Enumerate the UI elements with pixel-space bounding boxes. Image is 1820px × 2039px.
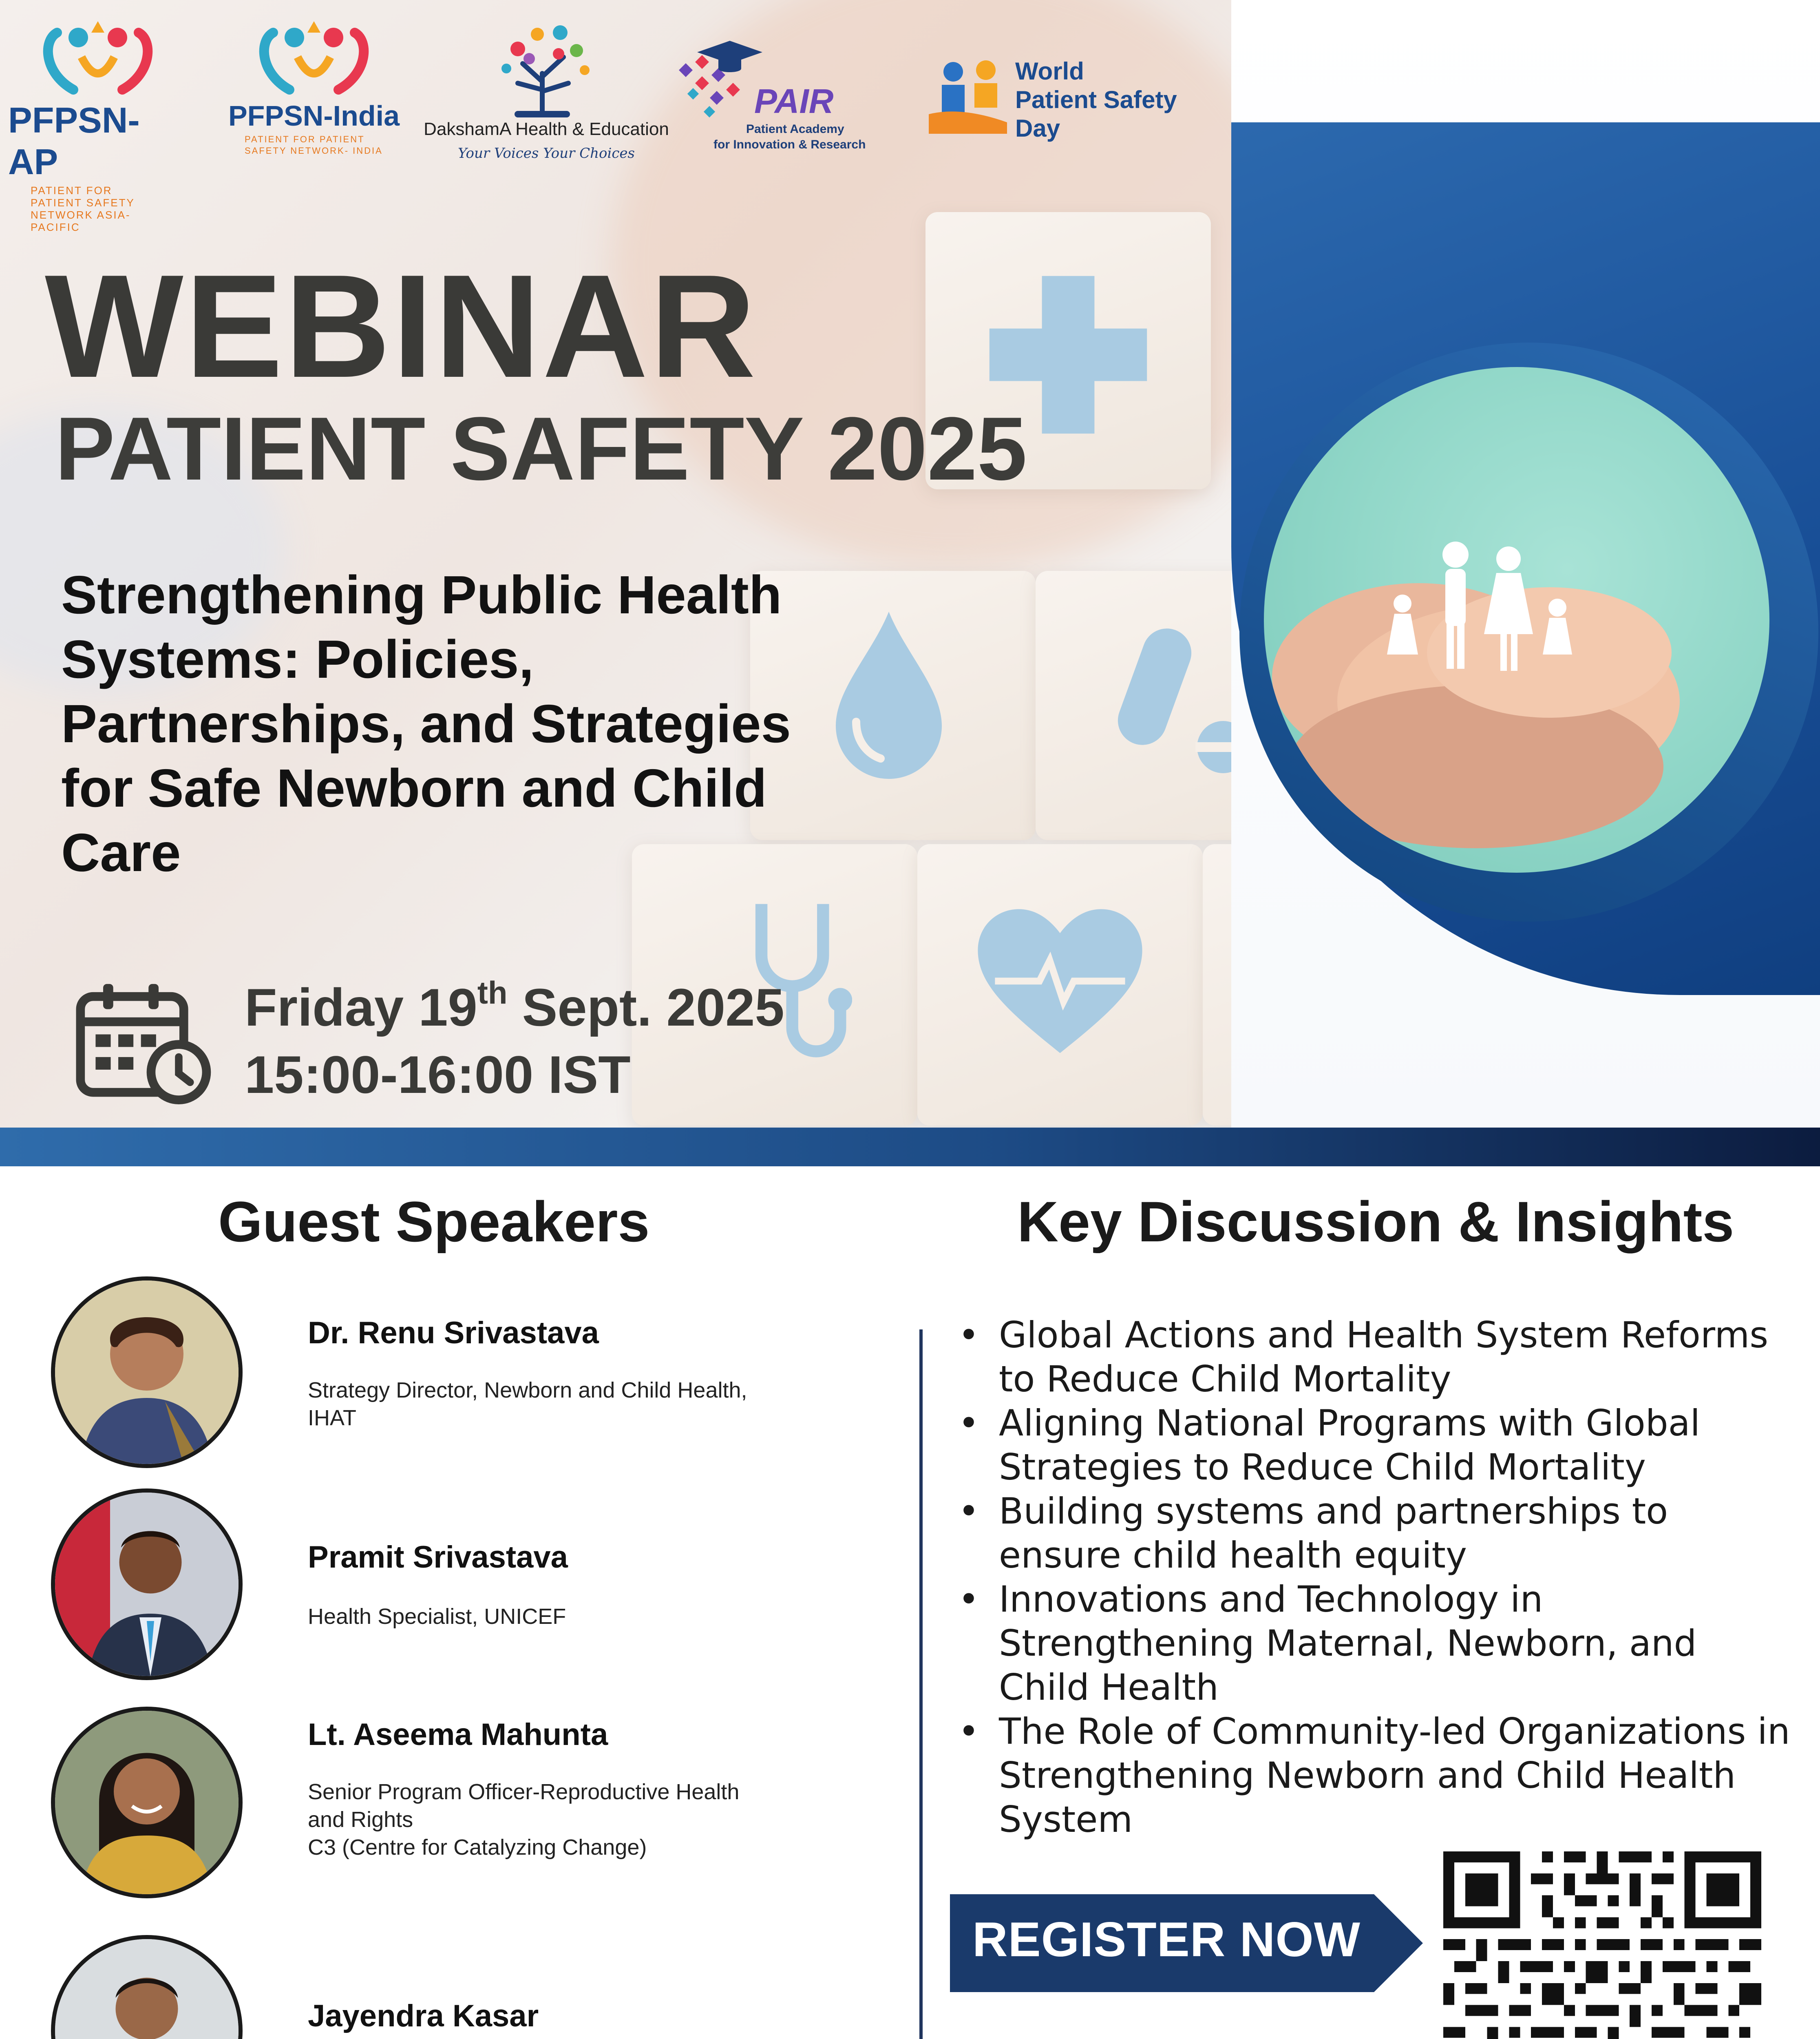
speaker-photo-pramit — [51, 1488, 243, 1680]
speaker-role — [308, 1603, 838, 1630]
logo-world-patient-safety-day — [925, 53, 1219, 147]
speaker-photo-renu — [51, 1276, 243, 1468]
speaker-role-line: Senior Program Officer-Reproductive Health — [308, 1780, 740, 1804]
column-divider — [919, 1329, 923, 2039]
speaker-name: Jayendra Kasar — [308, 1999, 539, 2033]
wpsd-people-icon — [925, 57, 1011, 139]
pair-tagline-1: Patient Academy — [746, 122, 844, 136]
insight-item: • Global Actions and Health System Reforms to Reduce Child Mortality — [946, 1313, 1794, 1401]
webinar-title: WEBINAR — [45, 244, 758, 408]
pfpsn-india-name: PFPSN-India — [228, 100, 400, 132]
wpsd-line-2: Patient Safety — [1015, 86, 1177, 113]
pfpsn-ap-mark-icon — [24, 16, 171, 102]
theme-line: Partnerships, and Strategies — [61, 694, 791, 754]
event-date — [245, 975, 784, 1037]
dakshama-tagline: Your Voices Your Choices — [458, 145, 635, 161]
hands-family-photo — [1264, 367, 1769, 873]
insight-item: • Aligning National Programs with Global Strategies to Reduce Child Mortality — [946, 1401, 1794, 1489]
logo-pair — [673, 33, 901, 151]
register-now-button[interactable] — [950, 1894, 1423, 1992]
date-day: Friday 19 — [245, 977, 477, 1037]
date-rest: Sept. 2025 — [507, 977, 784, 1037]
theme-line: Strengthening Public Health — [61, 565, 782, 625]
dakshama-name: DakshamA Health & Education — [424, 119, 669, 139]
speakers-heading: Guest Speakers — [218, 1190, 650, 1254]
speaker-name: Pramit Srivastava — [308, 1540, 568, 1575]
speaker-role — [308, 1376, 838, 1432]
logo-pfpsn-ap — [8, 16, 188, 233]
register-now-label: REGISTER NOW — [972, 1912, 1361, 1967]
theme-line: Systems: Policies, — [61, 629, 534, 689]
insights-heading: Key Discussion & Insights — [1017, 1190, 1734, 1254]
pair-name: PAIR — [754, 82, 834, 120]
dakshama-tree-icon — [493, 16, 599, 118]
event-time: 15:00-16:00 IST — [245, 1045, 631, 1104]
wpsd-line-3: Day — [1015, 115, 1060, 142]
pair-tagline-2: for Innovation & Research — [713, 138, 866, 151]
speaker-name: Lt. Aseema Mahunta — [308, 1717, 608, 1752]
pfpsn-india-tagline: PATIENT FOR PATIENT SAFETY NETWORK- INDIA — [245, 134, 383, 156]
calendar-clock-icon — [75, 979, 214, 1107]
divider-band-top — [0, 1128, 1820, 1166]
logo-dakshama — [420, 16, 673, 161]
logo-pfpsn-india — [220, 16, 408, 157]
pfpsn-ap-tagline: PATIENT FOR PATIENT SAFETY NETWORK ASIA-PACIFIC — [31, 184, 135, 233]
pfpsn-india-mark-icon — [241, 16, 387, 102]
speaker-role-line: IHAT — [308, 1406, 356, 1430]
date-suffix: th — [477, 975, 508, 1011]
speaker-role — [308, 1778, 838, 1861]
insight-item: • The Role of Community-led Organizations in Strengthening Newborn and Child Health System — [946, 1709, 1794, 1842]
pfpsn-ap-name: PFPSN-AP — [8, 100, 140, 182]
speaker-role-line: Health Specialist, UNICEF — [308, 1604, 566, 1629]
speaker-photo-jayendra — [51, 1935, 243, 2039]
wpsd-line-1: World — [1015, 57, 1084, 85]
speaker-name: Dr. Renu Srivastava — [308, 1316, 599, 1350]
webinar-theme — [61, 563, 877, 885]
qr-code[interactable] — [1443, 1851, 1761, 2039]
theme-line: for Safe Newborn and Child — [61, 758, 767, 818]
speaker-role-line: and Rights — [308, 1807, 413, 1832]
insights-list — [946, 1313, 1794, 1842]
patient-safety-title: PATIENT SAFETY 2025 — [55, 398, 1027, 499]
insight-item: • Building systems and partnerships to ensure child health equity — [946, 1489, 1794, 1577]
speaker-role-line: C3 (Centre for Catalyzing Change) — [308, 1835, 647, 1860]
heartbeat-icon — [974, 905, 1146, 1062]
theme-line: Care — [61, 823, 181, 882]
insight-item: • Innovations and Technology in Strengthening Maternal, Newborn, and Child Health — [946, 1577, 1794, 1709]
speaker-photo-aseema — [51, 1707, 243, 1898]
speaker-role-line: Strategy Director, Newborn and Child Health, — [308, 1378, 747, 1402]
